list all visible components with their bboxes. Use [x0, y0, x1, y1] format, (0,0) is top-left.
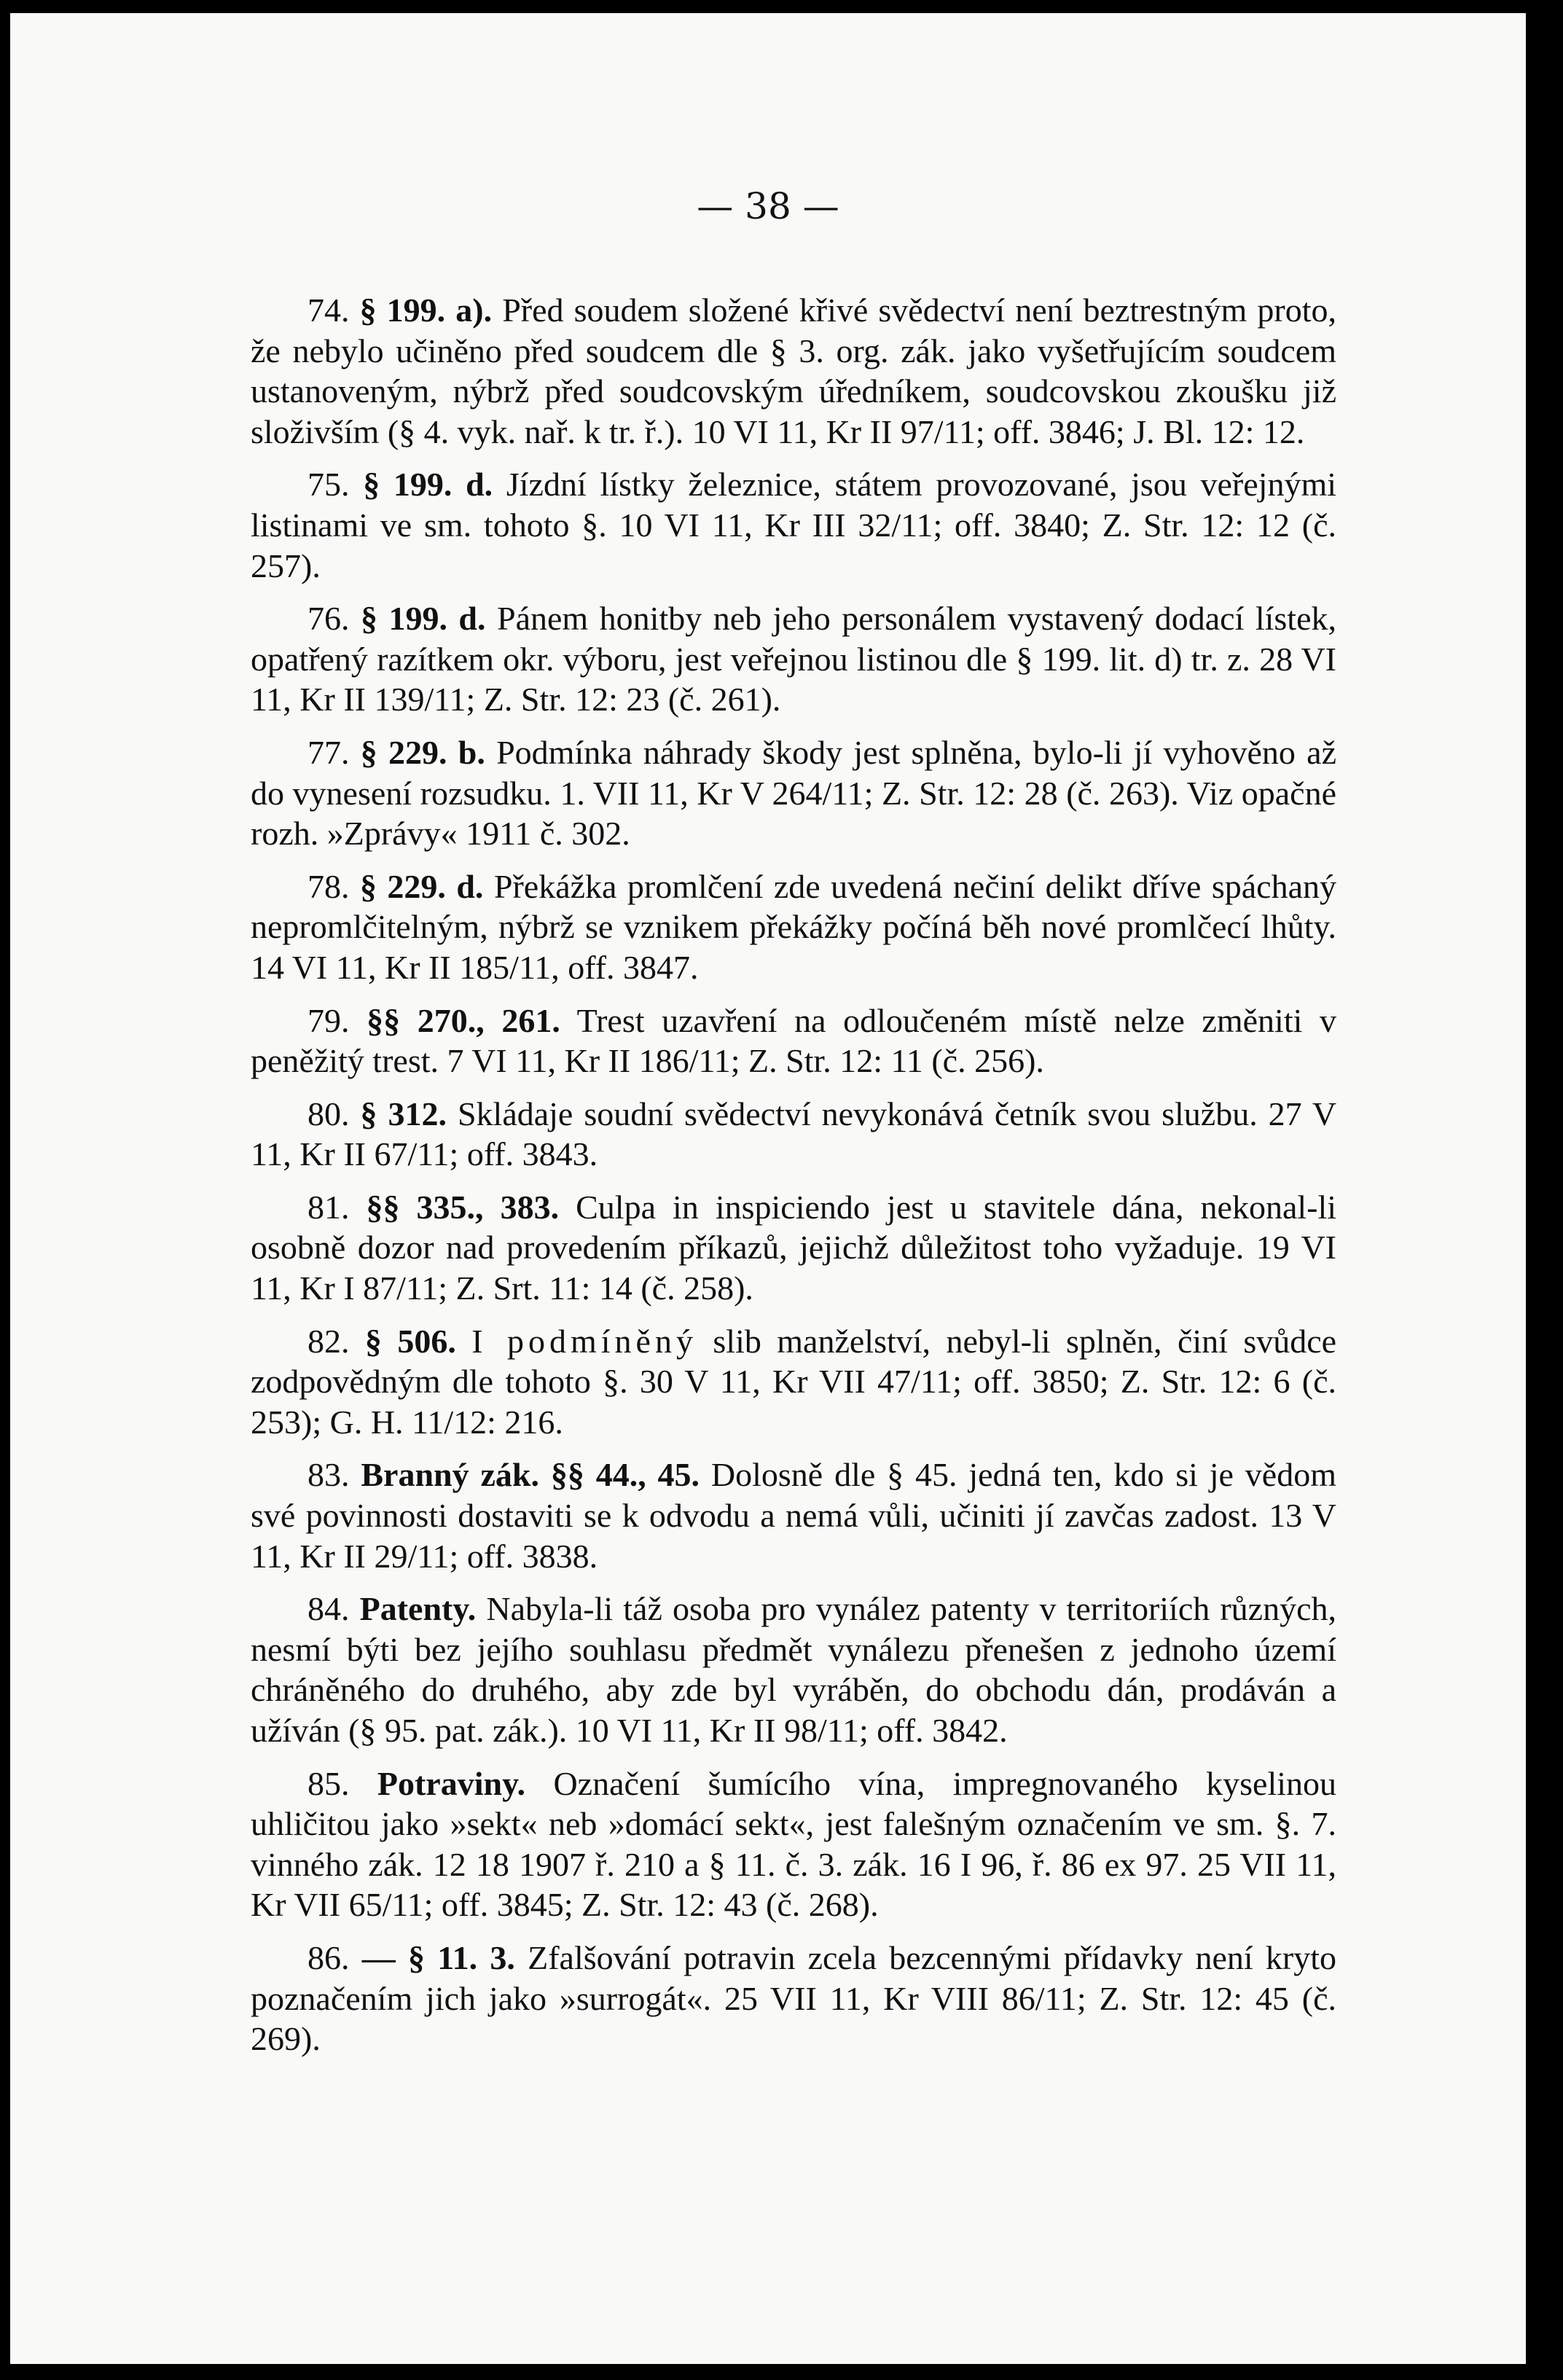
entry-number: 82. [307, 1322, 350, 1360]
entry-text: Dolosně dle § 45. jedná ten, kdo si je vědom své povinnosti dostaviti se k odvodu a nemá vůli, učiniti jí zavčas zadost. 13 V 11, Kr II 29/11; off. 3838. [251, 1456, 1337, 1575]
entry-number: 84. [307, 1590, 350, 1628]
page-number: — 38 — [697, 185, 839, 227]
entry-reference: § 199. d. [360, 600, 486, 638]
entry-75 [251, 464, 1336, 586]
entry-reference: §§ 335., 383. [366, 1188, 560, 1226]
entry-86 [251, 1938, 1336, 2059]
entry-number: 79. [307, 1001, 350, 1039]
entry-text: Jízdní lístky železnice, státem provozované, jsou veřejnými listinami ve sm. tohoto §. 10 VI 11, Kr III 32/11; off. 3840; Z. Str. 12: 12 (č. 257). [251, 466, 1337, 584]
entry-77 [251, 732, 1336, 854]
entry-78 [251, 866, 1336, 988]
entry-85 [251, 1764, 1336, 1925]
document-page [10, 13, 1526, 2364]
entry-81 [251, 1187, 1336, 1309]
entry-number: 74. [307, 291, 350, 329]
entry-text: Nabyla-li táž osoba pro vynález patenty v territoriích různých, nesmí býti bez jejího souhlasu předmět vynálezu přenešen z jednoho území chráněného do druhého, aby zde byl vyráběn, do obchodu dán, prodáván a užíván (§ 95. pat. zák.). 10 VI 11, Kr II 98/11; off. 3842. [251, 1590, 1337, 1749]
entry-number: 86. [307, 1938, 350, 1976]
entry-reference: § 229. b. [360, 733, 485, 771]
entry-text: Označení šumícího vína, impregnovaného kyselinou uhličitou jako »sekt« neb »domácí sekt«, jest falešným označením ve sm. §. 7. vinného zák. 12 18 1907 ř. 210 a § 11. č. 3. zák. 16 I 96, ř. 86 ex 97. 25 VII 11, Kr VII 65/11; off. 3845; Z. Str. 12: 43 (č. 268). [251, 1764, 1337, 1924]
entry-text: Skládaje soudní svědectví nevykonává četník svou službu. 27 V 11, Kr II 67/11; off. 3843. [251, 1095, 1337, 1173]
entry-number: 77. [307, 733, 350, 771]
entry-83 [251, 1455, 1336, 1576]
entry-reference: — § 11. 3. [361, 1938, 515, 1976]
entry-text: Trest uzavření na odloučeném místě nelze změniti v peněžitý trest. 7 VI 11, Kr II 186/11; Z. Str. 12: 11 (č. 256). [251, 1001, 1336, 1080]
entry-reference: § 229. d. [359, 867, 484, 905]
entry-text: Zfalšování potravin zcela bezcennými přídavky není kryto poznačením jich jako »surrogát«. 25 VII 11, Kr VIII 86/11; Z. Str. 12: 45 (č. 269). [251, 1938, 1337, 2058]
entry-number: 85. [307, 1764, 350, 1802]
entry-text: Před soudem složené křivé svědectví není beztrestným proto, že nebylo učiněno před soudcem dle § 3. org. zák. jako vyšetřujícím soudcem ustanoveným, nýbrž před soudcovským úředníkem, soudcovskou zkoušku již složivším (§ 4. vyk. nař. k tr. ř.). 10 VI 11, Kr II 97/11; off. 3846; J. Bl. 12: 12. [251, 291, 1336, 450]
entry-text: Pánem honitby neb jeho personálem vystavený dodací lístek, opatřený razítkem okr. výboru, jest veřejnou listinou dle § 199. lit. d) tr. z. 28 VI 11, Kr II 139/11; Z. Str. 12: 23 (č. 261). [251, 600, 1337, 719]
entry-number: 80. [307, 1095, 350, 1132]
entry-lead: I podmíněný [471, 1322, 697, 1360]
entry-76 [251, 598, 1336, 720]
entry-number: 83. [307, 1456, 350, 1494]
entry-82 [251, 1321, 1336, 1443]
entry-number: 76. [307, 600, 350, 638]
entry-74 [251, 290, 1336, 452]
entry-number: 78. [307, 867, 350, 905]
entry-reference: Patenty. [359, 1590, 477, 1628]
entry-text: Překážka promlčení zde uvedená nečiní delikt dříve spáchaný nepromlčitelným, nýbrž se vznikem překážky počíná běh nové promlčecí lhůty. 14 VI 11, Kr II 185/11, off. 3847. [251, 867, 1337, 986]
entry-reference: Branný zák. §§ 44., 45. [361, 1456, 700, 1494]
entry-reference: § 199. d. [363, 466, 493, 504]
entry-reference: §§ 270., 261. [367, 1001, 560, 1039]
entry-80 [251, 1094, 1336, 1175]
entry-reference: § 506. [364, 1322, 456, 1360]
entry-reference: § 312. [360, 1095, 447, 1132]
entry-79 [251, 1001, 1336, 1081]
entry-text: slib manželství, nebyl-li splněn, činí svůdce zodpovědným dle tohoto §. 30 V 11, Kr VII 47/11; off. 3850; Z. Str. 12: 6 (č. 253); G. H. 11/12: 216. [251, 1322, 1337, 1441]
entry-number: 81. [307, 1188, 350, 1226]
entry-number: 75. [307, 466, 350, 504]
entry-text: Podmínka náhrady škody jest splněna, bylo-li jí vyhověno až do vynesení rozsudku. 1. VII 11, Kr V 264/11; Z. Str. 12: 28 (č. 263). Viz opačné rozh. »Zprávy« 1911 č. 302. [251, 733, 1337, 853]
entry-text: Culpa in inspiciendo jest u stavitele dána, nekonal-li osobně dozor nad provedením příkazů, jejichž důležitost toho vyžaduje. 19 VI 11, Kr I 87/11; Z. Srt. 11: 14 (č. 258). [251, 1188, 1337, 1307]
entry-84 [251, 1589, 1336, 1750]
entry-reference: Potraviny. [377, 1764, 526, 1802]
entries-list [251, 290, 1336, 2072]
entry-reference: § 199. a). [359, 291, 493, 329]
